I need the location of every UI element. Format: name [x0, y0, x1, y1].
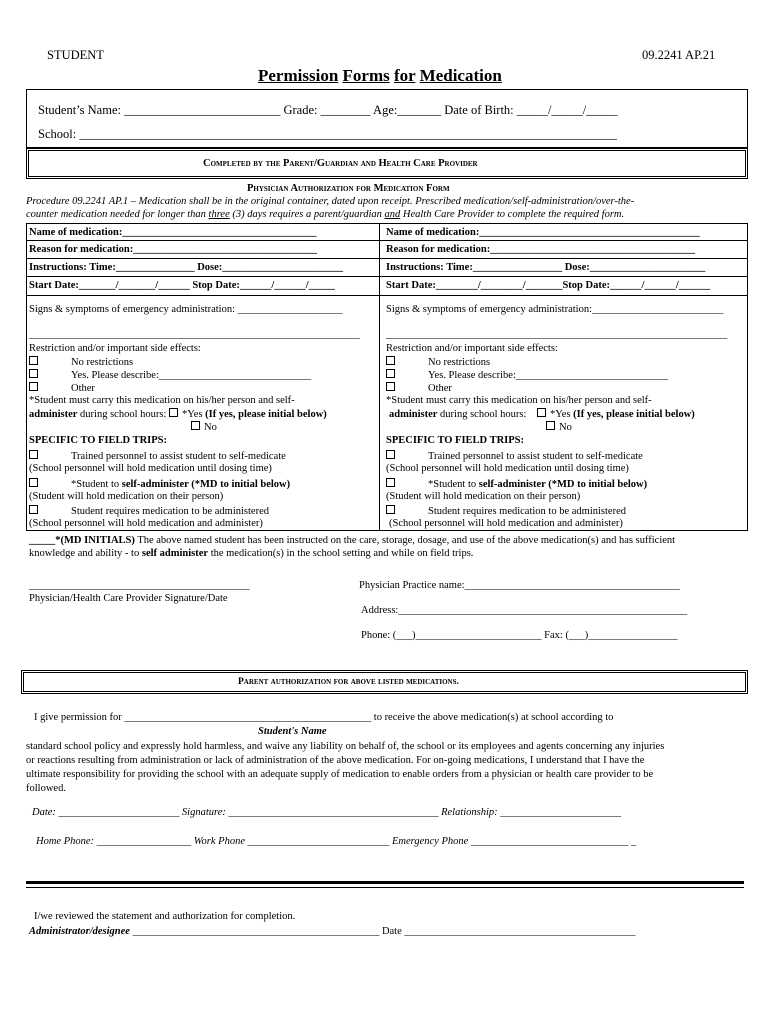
completed-by-text: Completed by the Parent/Guardian and Health Care Provider: [203, 158, 478, 169]
instructions-field[interactable]: Instructions: Time:_______________ Dose:_______________________: [29, 262, 344, 273]
self-carry-text-line2: administer during school hours: *Yes (If yes, please initial below): [389, 409, 695, 420]
checkbox-icon[interactable]: [386, 505, 395, 514]
checkbox-icon[interactable]: [386, 450, 395, 459]
restriction-label: Restriction and/or important side effects:: [29, 343, 201, 354]
reason-for-medication-field[interactable]: Reason for medication:_______________________________________: [386, 244, 695, 255]
administrator-designee-field[interactable]: Administrator/designee _______________________________________________ Date ____________________________________________: [29, 926, 636, 937]
physician-phone-fax-field[interactable]: Phone: (___)________________________ Fax: (___)_________________: [361, 630, 678, 641]
no-restrictions-option[interactable]: No restrictions: [29, 356, 133, 368]
yes-checkbox-icon[interactable]: [169, 408, 178, 417]
field-trip-option-2-note: (Student will hold medication on their person): [29, 491, 224, 502]
no-checkbox-icon[interactable]: [546, 421, 555, 430]
md-initials-statement-line2: knowledge and ability - to self administer the medication(s) in the school setting and while on field trips.: [29, 548, 474, 559]
checkbox-icon[interactable]: [386, 382, 395, 391]
row-divider: [26, 295, 748, 296]
procedure-text-line2: counter medication needed for longer than three (3) days requires a parent/guardian and Health Care Provider to complete the required form.: [26, 209, 625, 220]
physician-address-field[interactable]: Address:_______________________________________________________: [361, 605, 688, 616]
field-trip-option-1[interactable]: Trained personnel to assist student to self-medicate: [386, 450, 643, 462]
checkbox-icon[interactable]: [29, 505, 38, 514]
permission-statement[interactable]: I give permission for _______________________________________________ to receive the above medication(s) at school according to: [34, 712, 614, 723]
field-trip-option-3[interactable]: Student requires medication to be administered: [386, 505, 626, 517]
parent-section-title: Parent authorization for above listed medications.: [238, 677, 459, 687]
signs-symptoms-field[interactable]: Signs & symptoms of emergency administration: ____________________: [29, 304, 343, 315]
checkbox-icon[interactable]: [386, 356, 395, 365]
row-divider: [26, 258, 748, 259]
signs-symptoms-field[interactable]: Signs & symptoms of emergency administration:_________________________: [386, 304, 724, 315]
yes-describe-option[interactable]: Yes. Please describe:_____________________________: [29, 369, 311, 381]
field-trip-option-3[interactable]: Student requires medication to be administered: [29, 505, 269, 517]
student-name-grade-age-dob[interactable]: Student’s Name: _________________________ Grade: ________ Age:_______ Date of Birth: _____/_____/_____: [38, 103, 618, 117]
md-initials-statement[interactable]: _____*(MD INITIALS) The above named student has been instructed on the care, storage, dosage, and use of the above medication(s) and has sufficient: [29, 535, 676, 546]
no-restrictions-option[interactable]: No restrictions: [386, 356, 490, 368]
checkbox-icon[interactable]: [29, 450, 38, 459]
reason-for-medication-field[interactable]: Reason for medication:___________________________________: [29, 244, 317, 255]
self-carry-no-option[interactable]: No: [191, 421, 217, 433]
instructions-field[interactable]: Instructions: Time:_________________ Dose:______________________: [386, 262, 706, 273]
signs-symptoms-line[interactable]: _______________________________________________________________: [29, 329, 360, 340]
yes-describe-option[interactable]: Yes. Please describe:_____________________________: [386, 369, 668, 381]
field-trip-option-1-note: (School personnel will hold medication until dosing time): [386, 463, 629, 474]
physician-signature-line[interactable]: __________________________________________: [29, 580, 250, 591]
header-student-label: STUDENT: [47, 48, 104, 62]
page-title: Permission Forms for Medication: [258, 66, 502, 85]
header-policy-number: 09.2241 AP.21: [642, 48, 716, 62]
section-separator: [26, 887, 744, 888]
section-separator: [26, 881, 744, 884]
liability-text-line1: standard school policy and expressly hold harmless, and waive any liability on behalf of, the school or its employees and agents concerning any injuries: [26, 741, 665, 752]
checkbox-icon[interactable]: [29, 369, 38, 378]
restriction-label: Restriction and/or important side effects:: [386, 343, 558, 354]
start-stop-date-field[interactable]: Start Date:_______/_______/______ Stop Date:______/______/_____: [29, 280, 335, 291]
liability-text-line2: or reactions resulting from administration or lack of administration of the above medication. For on-going medications, I understand that I have the: [26, 755, 645, 766]
table-divider: [379, 223, 380, 531]
parent-phone-numbers[interactable]: Home Phone: __________________ Work Phone ___________________________ Emergency Phone ______________________________ _: [36, 836, 637, 847]
school-field[interactable]: School: ______________________________________________________________________________________: [38, 127, 617, 141]
field-trips-heading: SPECIFIC TO FIELD TRIPS:: [29, 435, 167, 446]
physician-section-title: Physician Authorization for Medication Form: [247, 183, 450, 194]
checkbox-icon[interactable]: [386, 478, 395, 487]
checkbox-icon[interactable]: [29, 478, 38, 487]
field-trip-option-1-note: (School personnel will hold medication until dosing time): [29, 463, 272, 474]
field-trip-option-3-note: (School personnel will hold medication and administer): [29, 518, 263, 529]
field-trip-option-2[interactable]: *Student to self-administer (*MD to initial below): [386, 478, 647, 490]
row-divider: [26, 240, 748, 241]
signs-symptoms-line[interactable]: _________________________________________________________________: [386, 329, 728, 340]
field-trip-option-2-note: (Student will hold medication on their person): [386, 491, 581, 502]
liability-text-line3: ultimate responsibility for providing the school with an adequate supply of medication to enable orders from a physician or health care provider to be: [26, 769, 654, 780]
yes-checkbox-icon[interactable]: [537, 408, 546, 417]
checkbox-icon[interactable]: [29, 356, 38, 365]
name-of-medication-field[interactable]: Name of medication:__________________________________________: [386, 227, 700, 238]
checkbox-icon[interactable]: [386, 369, 395, 378]
self-carry-text-line1: *Student must carry this medication on his/her person and self-: [386, 395, 652, 406]
parent-date-signature-relationship[interactable]: Date: _______________________ Signature: ________________________________________ Relationship: _______________________: [32, 807, 622, 818]
other-option[interactable]: Other: [29, 382, 95, 394]
name-of-medication-field[interactable]: Name of medication:_____________________________________: [29, 227, 317, 238]
physician-signature-label: Physician/Health Care Provider Signature/Date: [29, 593, 228, 604]
admin-review-statement: I/we reviewed the statement and authorization for completion.: [34, 911, 296, 922]
self-carry-text-line1: *Student must carry this medication on his/her person and self-: [29, 395, 295, 406]
checkbox-icon[interactable]: [29, 382, 38, 391]
field-trip-option-3-note: (School personnel will hold medication and administer): [389, 518, 623, 529]
self-carry-no-option[interactable]: No: [546, 421, 572, 433]
field-trip-option-1[interactable]: Trained personnel to assist student to self-medicate: [29, 450, 286, 462]
students-name-caption: Student's Name: [258, 726, 327, 737]
physician-practice-name-field[interactable]: Physician Practice name:_________________________________________: [359, 580, 680, 591]
liability-text-line4: followed.: [26, 783, 66, 794]
start-stop-date-field[interactable]: Start Date:________/________/_______Stop Date:______/______/______: [386, 280, 711, 291]
other-option[interactable]: Other: [386, 382, 452, 394]
self-carry-text-line2: administer during school hours: *Yes (If yes, please initial below): [29, 409, 327, 420]
no-checkbox-icon[interactable]: [191, 421, 200, 430]
field-trip-option-2[interactable]: *Student to self-administer (*MD to initial below): [29, 478, 290, 490]
row-divider: [26, 276, 748, 277]
field-trips-heading: SPECIFIC TO FIELD TRIPS:: [386, 435, 524, 446]
procedure-text-line1: Procedure 09.2241 AP.1 – Medication shall be in the original container, dated upon receipt. Prescribed medication/self-administration/over-the-: [26, 196, 635, 207]
